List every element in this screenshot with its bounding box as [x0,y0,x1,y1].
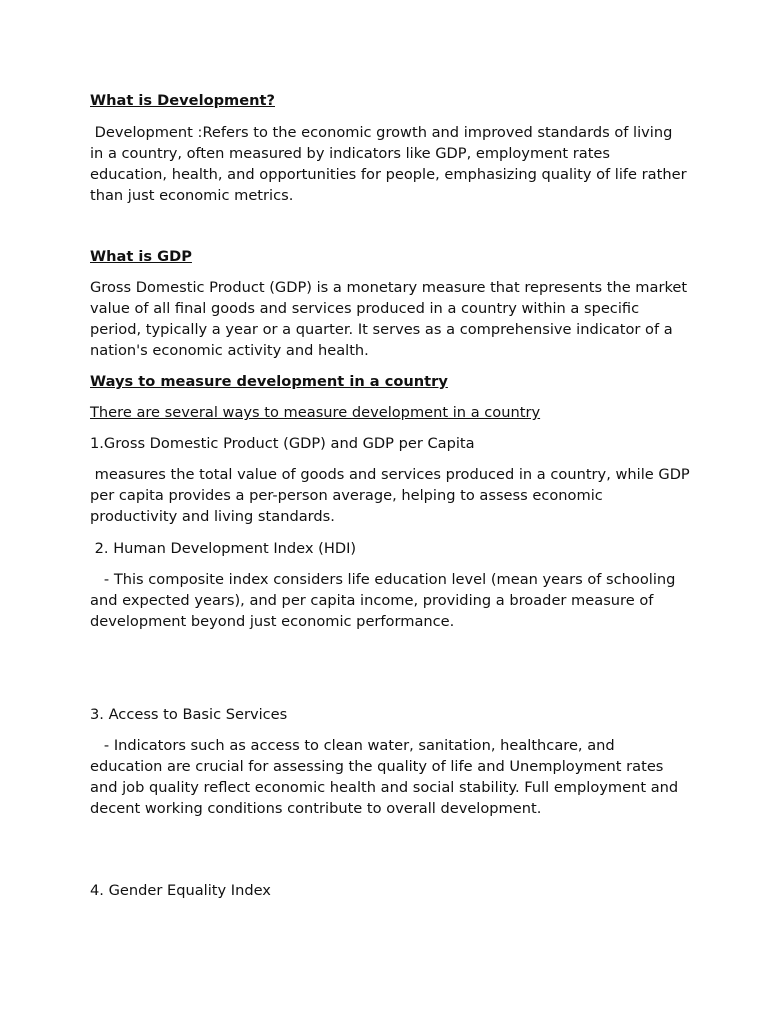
item-3-title: 3. Access to Basic Services [90,706,288,723]
paragraph-gdp-definition: Gross Domestic Product (GDP) is a monetary measure that represents the market value of all final goods and services produced in a country within a specific period, typically a year or a quarter. It serves as a comprehensive indicator of a nation's economic activity and health. [90,279,692,359]
heading-what-is-gdp: What is GDP [90,248,192,265]
item-1-body: measures the total value of goods and services produced in a country, while GDP per capita provides a per-person average, helping to assess economic productivity and living standards. [90,466,695,525]
item-3-body: - Indicators such as access to clean water, sanitation, healthcare, and education are crucial for assessing the quality of life and Unemployment rates and job quality reflect economic health and social stability. Full employment and decent working conditions contribute to overall development. [90,737,683,817]
paragraph-development-definition: Development :Refers to the economic growth and improved standards of living in a country, often measured by indicators like GDP, employment rates education, health, and opportunities for people, emphasizing quality of life rather than just economic metrics. [90,124,692,204]
item-2-body: - This composite index considers life education level (mean years of schooling and expected years), and per capita income, providing a broader measure of development beyond just economic performance. [90,571,681,630]
subheading-several-ways: There are several ways to measure development in a country [90,404,541,421]
item-2-title: 2. Human Development Index (HDI) [90,540,357,557]
item-1-title: 1.Gross Domestic Product (GDP) and GDP per Capita [90,435,475,452]
heading-ways-to-measure: Ways to measure development in a country [90,373,448,390]
item-4-title: 4. Gender Equality Index [90,882,271,899]
heading-what-is-development: What is Development? [90,92,275,109]
